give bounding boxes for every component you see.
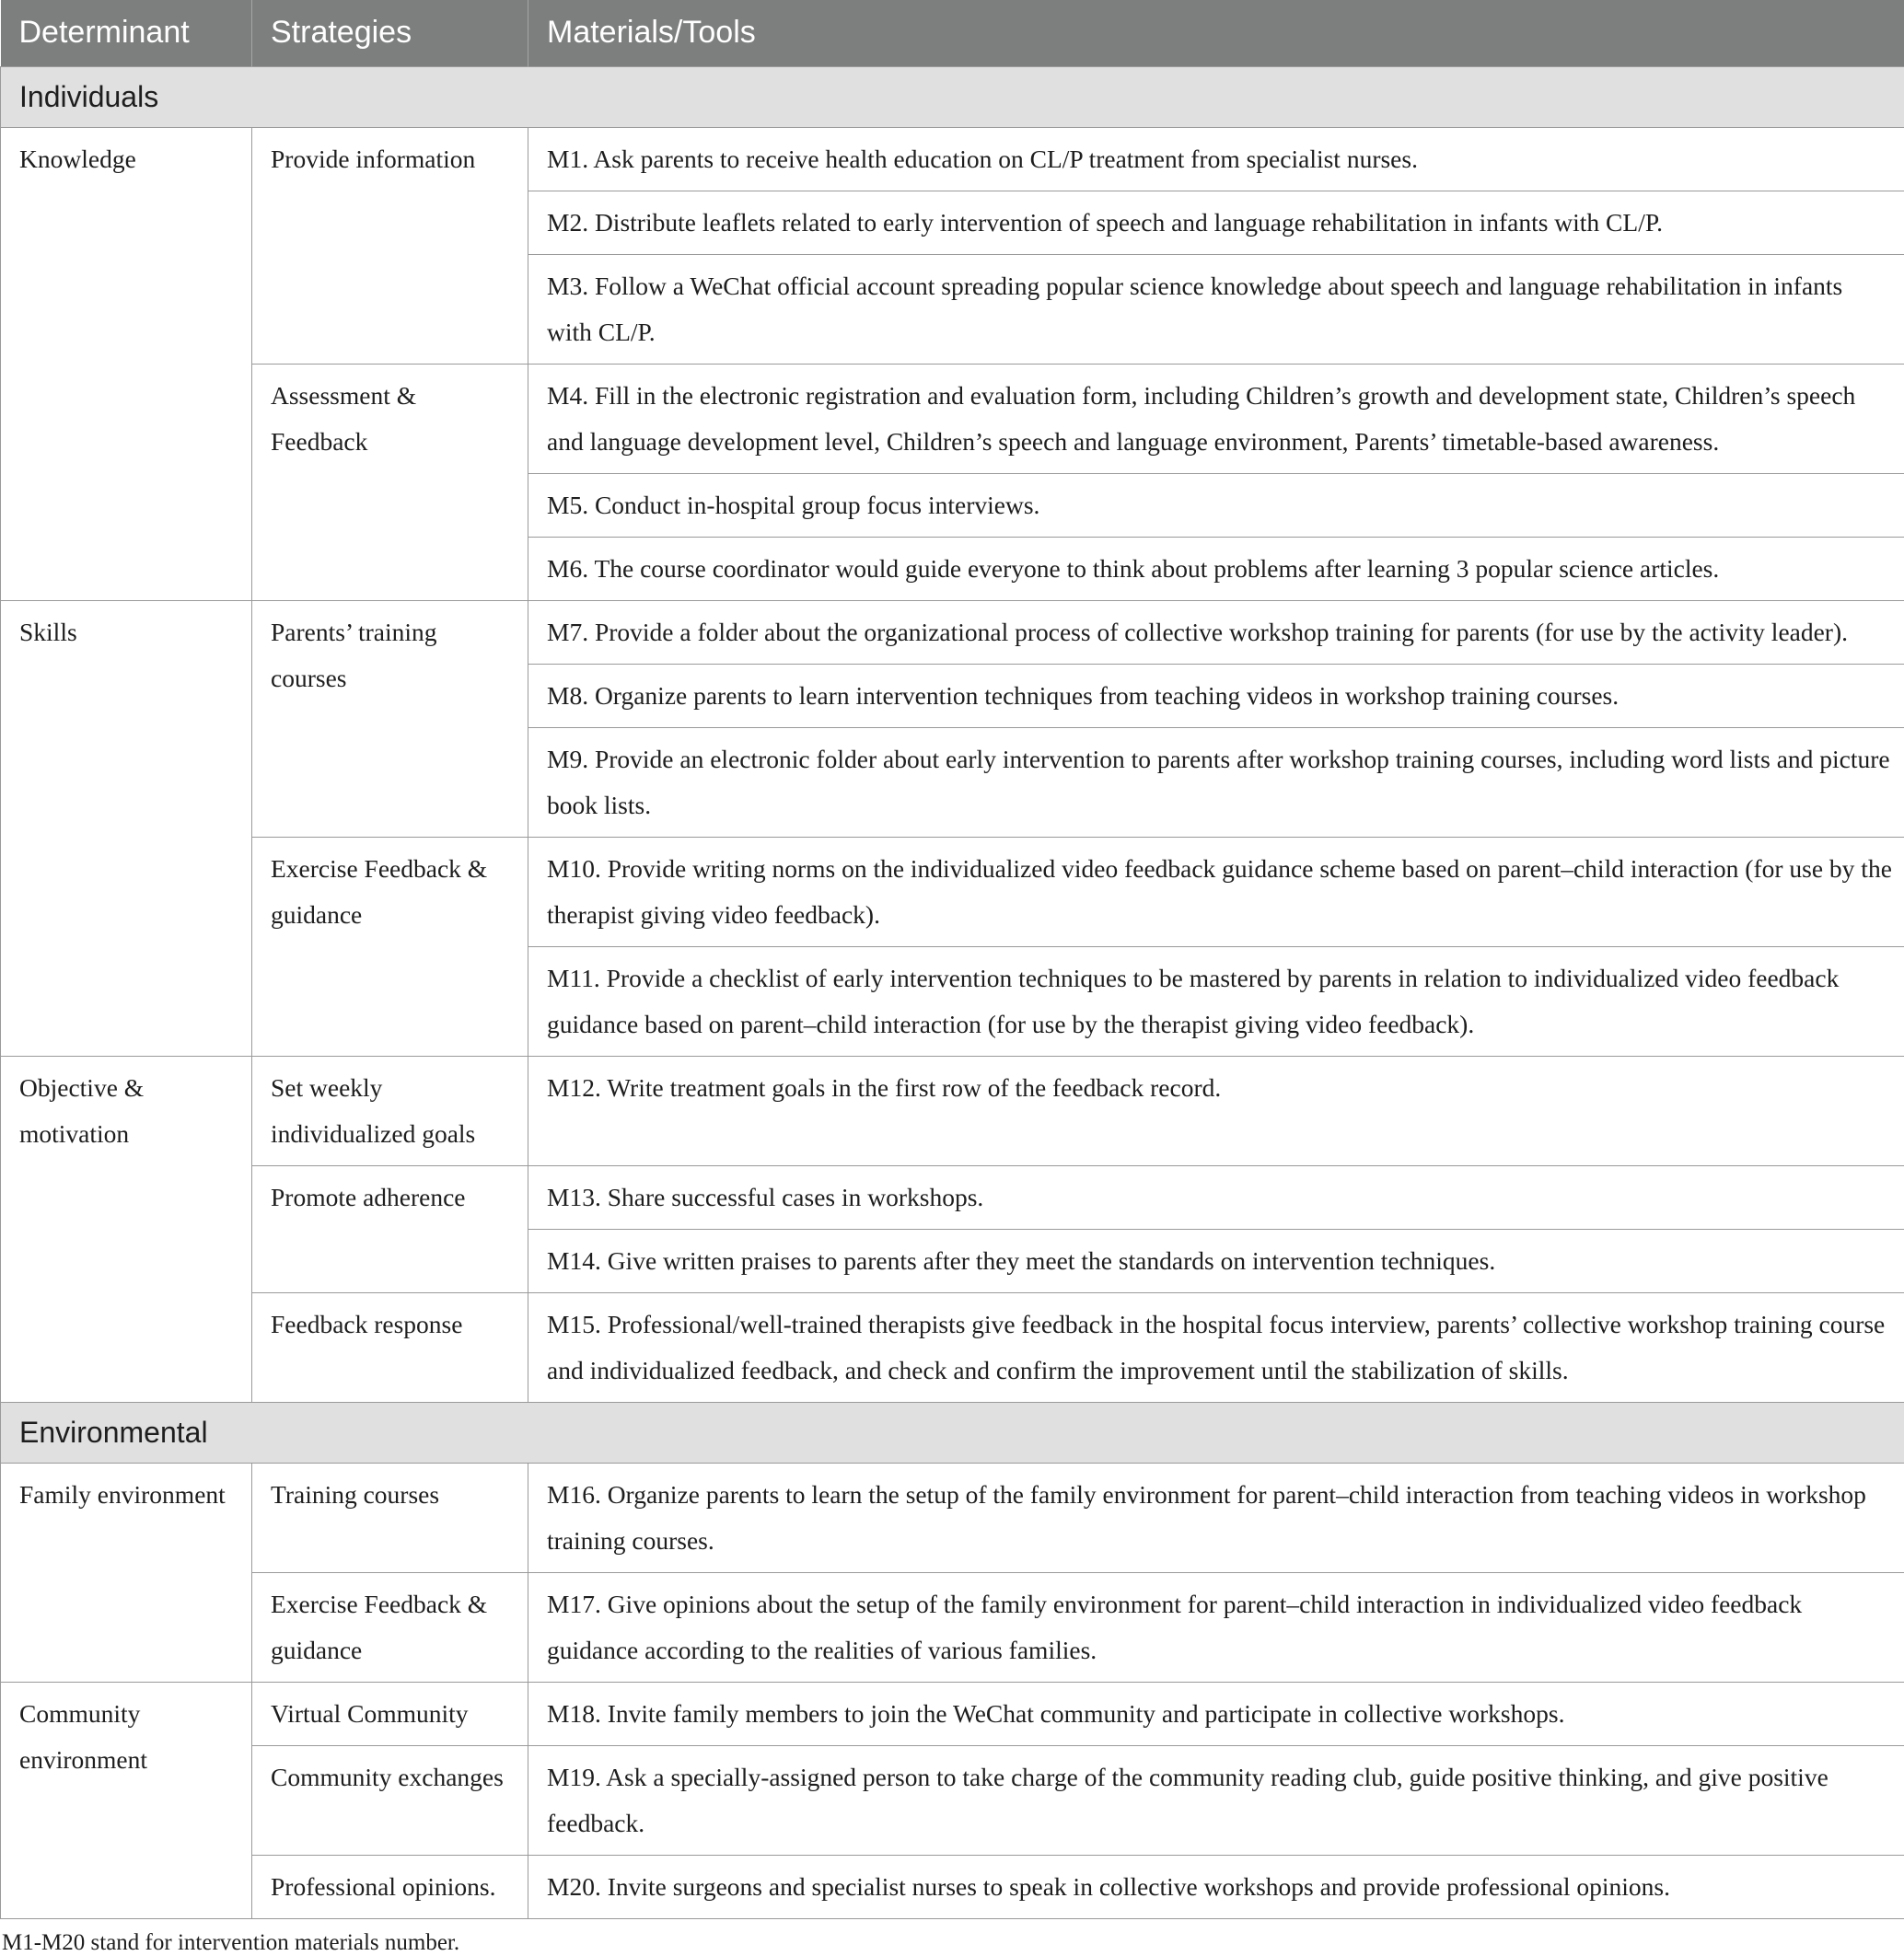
material-m5: M5. Conduct in-hospital group focus interviews. — [528, 473, 1904, 537]
strategy-feedback-response: Feedback response — [252, 1292, 528, 1402]
material-m17: M17. Give opinions about the setup of the family environment for parent–child interaction in individualized video feedback guidance according to the realities of various families. — [528, 1572, 1904, 1682]
strategy-community-exchanges: Community exchanges — [252, 1745, 528, 1855]
material-m3: M3. Follow a WeChat official account spreading popular science knowledge about speech and language rehabilitation in infants with CL/P. — [528, 254, 1904, 364]
table-row — [1, 1463, 1904, 1572]
strategy-exercise-feedback-2: Exercise Feedback & guidance — [252, 1572, 528, 1682]
section-environmental: Environmental — [1, 1402, 1904, 1463]
material-m1: M1. Ask parents to receive health education on CL/P treatment from specialist nurses. — [528, 127, 1904, 191]
table-row — [1, 1745, 1904, 1855]
material-m20: M20. Invite surgeons and specialist nurses to speak in collective workshops and provide professional opinions. — [528, 1855, 1904, 1918]
determinant-objective: Objective & motivation — [1, 1056, 252, 1402]
strategy-set-weekly-goals: Set weekly individualized goals — [252, 1056, 528, 1165]
header-determinant: Determinant — [1, 0, 252, 66]
strategy-professional-opinions: Professional opinions. — [252, 1855, 528, 1918]
table-row — [1, 1572, 1904, 1682]
table-footnote: M1-M20 stand for intervention materials number. — [0, 1919, 1904, 1956]
material-m18: M18. Invite family members to join the WeChat community and participate in collective workshops. — [528, 1682, 1904, 1745]
material-m10: M10. Provide writing norms on the individualized video feedback guidance scheme based on parent–child interaction (for use by the therapist giving video feedback). — [528, 837, 1904, 946]
strategy-provide-information: Provide information — [252, 127, 528, 364]
header-row — [1, 0, 1904, 66]
section-individuals: Individuals — [1, 66, 1904, 127]
material-m15: M15. Professional/well-trained therapists give feedback in the hospital focus interview, parents’ collective workshop training course and individualized feedback, and check and confirm the improvement until the stabilization of skills. — [528, 1292, 1904, 1402]
section-row-environmental — [1, 1402, 1904, 1463]
table-row — [1, 600, 1904, 664]
material-m7: M7. Provide a folder about the organizational process of collective workshop training for parents (for use by the activity leader). — [528, 600, 1904, 664]
material-m11: M11. Provide a checklist of early intervention techniques to be mastered by parents in relation to individualized video feedback guidance based on parent–child interaction (for use by the therapist giving video feedback). — [528, 946, 1904, 1056]
table-row — [1, 1056, 1904, 1165]
header-materials: Materials/Tools — [528, 0, 1904, 66]
determinant-skills: Skills — [1, 600, 252, 1056]
table-row — [1, 1682, 1904, 1745]
material-m13: M13. Share successful cases in workshops. — [528, 1165, 1904, 1229]
material-m14: M14. Give written praises to parents after they meet the standards on intervention techniques. — [528, 1229, 1904, 1292]
determinant-family: Family environment — [1, 1463, 252, 1682]
strategy-training-courses: Training courses — [252, 1463, 528, 1572]
table-row — [1, 1292, 1904, 1402]
strategy-assessment-feedback: Assessment & Feedback — [252, 364, 528, 600]
section-row-individuals — [1, 66, 1904, 127]
material-m12: M12. Write treatment goals in the first row of the feedback record. — [528, 1056, 1904, 1165]
material-m2: M2. Distribute leaflets related to early intervention of speech and language rehabilitation in infants with CL/P. — [528, 191, 1904, 254]
strategy-virtual-community: Virtual Community — [252, 1682, 528, 1745]
strategy-promote-adherence: Promote adherence — [252, 1165, 528, 1292]
determinant-community: Community environment — [1, 1682, 252, 1918]
table-row — [1, 364, 1904, 473]
determinant-knowledge: Knowledge — [1, 127, 252, 600]
table-row — [1, 1855, 1904, 1918]
material-m9: M9. Provide an electronic folder about early intervention to parents after workshop training courses, including word lists and picture book lists. — [528, 727, 1904, 837]
table-row — [1, 127, 1904, 191]
material-m19: M19. Ask a specially-assigned person to take charge of the community reading club, guide positive thinking, and give positive feedback. — [528, 1745, 1904, 1855]
strategy-parents-training: Parents’ training courses — [252, 600, 528, 837]
material-m16: M16. Organize parents to learn the setup of the family environment for parent–child interaction from teaching videos in workshop training courses. — [528, 1463, 1904, 1572]
table-row — [1, 837, 1904, 946]
strategy-exercise-feedback-1: Exercise Feedback & guidance — [252, 837, 528, 1056]
material-m6: M6. The course coordinator would guide everyone to think about problems after learning 3 popular science articles. — [528, 537, 1904, 600]
material-m4: M4. Fill in the electronic registration and evaluation form, including Children’s growth and development state, Children’s speech and language development level, Children’s speech and language environment, Parents’ timetable-based awareness. — [528, 364, 1904, 473]
header-strategies: Strategies — [252, 0, 528, 66]
table-row — [1, 1165, 1904, 1229]
material-m8: M8. Organize parents to learn intervention techniques from teaching videos in workshop training courses. — [528, 664, 1904, 727]
